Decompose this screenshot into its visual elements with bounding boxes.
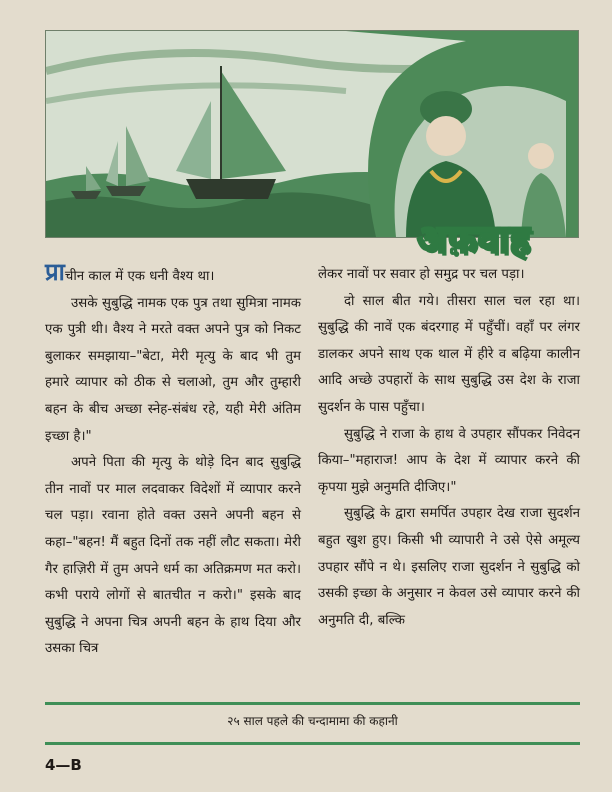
paragraph: अपने पिता की मृत्यु के थोड़े दिन बाद सुबुद्धि तीन नावों पर माल लदवाकर विदेशों में व्यापार करने चल पड़ा। रवाना होते वक्त उसने अपनी बहन से कहा–"बहन! मैं बहुत दिनों तक नहीं लौट सकता। मेरी गैर हाज़िरी में तुम अपने धर्म का अतिक्रमण मत करो। कभी पराये लोगों से बातचीत न करो।" इसके बाद सुबुद्धि ने अपना चित्र अपनी बहन के हाथ दिया और उसका चित्र	[45, 455, 301, 657]
story-illustration	[45, 30, 579, 238]
story-title: अफ़वाह	[417, 217, 531, 261]
drop-cap: प्रा	[45, 258, 65, 286]
story-title-box	[386, 214, 562, 264]
paragraph: सुबुद्धि के द्वारा समर्पित उपहार देख राजा सुदर्शन बहुत खुश हुए। किसी भी व्यापारी ने उसे ऐसे अमूल्य उपहार सौंपे न थे। इसलिए राजा सुदर्शन ने सुबुद्धि को उसकी इच्छा के अनुसार न केवल उसे व्यापार करने की अनुमति दी, बल्कि	[318, 506, 580, 628]
footer-rule-top	[45, 702, 580, 705]
paragraph: लेकर नावों पर सवार हो समुद्र पर चल पड़ा।	[318, 267, 525, 282]
footer-caption: २५ साल पहले की चन्दामामा की कहानी	[227, 714, 398, 728]
paragraph	[45, 260, 301, 291]
paragraph: सुबुद्धि ने राजा के हाथ वे उपहार सौंपकर निवेदन किया–"महाराज! आप के देश में व्यापार करने की कृपया मुझे अनुमति दीजिए।"	[318, 426, 580, 495]
footer-rule-bottom	[45, 742, 580, 745]
right-text-column	[318, 262, 580, 634]
page-number: 4—B	[45, 756, 82, 774]
paragraph: उसके सुबुद्धि नामक एक पुत्र तथा सुमित्रा नामक एक पुत्री थी। वैश्य ने मरते वक्त अपने पुत्र को निकट बुलाकर समझाया–"बेटा, मेरी मृत्यु के बाद भी तुम हमारे व्यापार को ठीक से चलाओ, तुम और तुम्हारी बहन के बीच अच्छा स्नेह-संबंध रहे, यही मेरी अंतिम इच्छा है।"	[45, 295, 301, 444]
paragraph-text: चीन काल में एक धनी वैश्य था।	[64, 269, 215, 284]
left-text-column	[45, 260, 301, 663]
ships-and-king-illustration	[46, 31, 578, 237]
paragraph: दो साल बीत गये। तीसरा साल चल रहा था। सुबुद्धि की नावें एक बंदरगाह में पहुँचीं। वहाँ पर लंगर डालकर अपने साथ एक थाल में हीरे व बढ़िया कालीन आदि अच्छे उपहारों के साथ सुबुद्धि उस देश के राजा सुदर्शन के पास पहुँचा।	[318, 293, 580, 415]
